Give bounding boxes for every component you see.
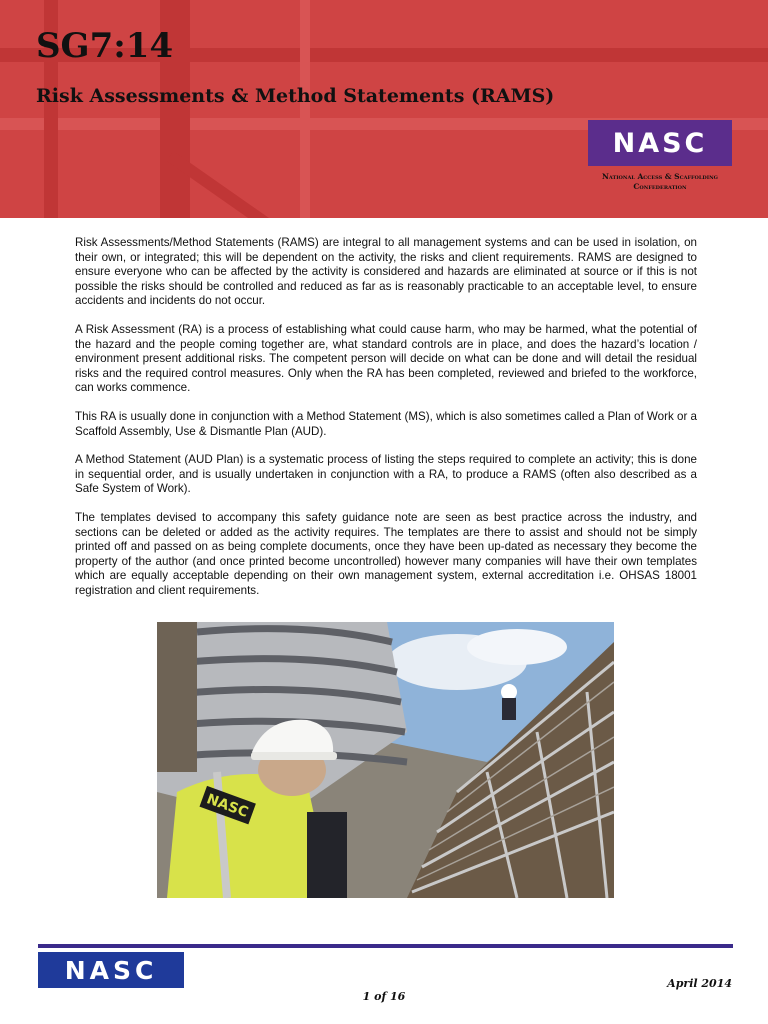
scaffolding-photo <box>157 622 614 898</box>
paragraph: This RA is usually done in conjunction with a Method Statement (MS), which is also sometimes called a Plan of Work or a Scaffold Assembly, Use & Dismantle Plan (AUD). <box>75 409 697 438</box>
footer-date: April 2014 <box>667 977 732 990</box>
paragraph: A Risk Assessment (RA) is a process of establishing what could cause harm, who may be harmed, what the potential of the hazard and the people coming together are, what standard controls are in place, and does the hazard’s location / environment present additional risks. The competent person will decide on what can be done and will detail the residual risks and the required control measures. Only when the RA has been completed, reviewed and briefed to the workforce, can works commence. <box>75 322 697 395</box>
document-title: Risk Assessments & Method Statements (RAMS) <box>36 85 555 107</box>
scaffold-pipe-decor <box>300 0 310 218</box>
nasc-logo-subtitle: National Access & Scaffolding Confederation <box>602 172 718 191</box>
nasc-logo-text: NASC <box>612 127 708 159</box>
footer-rule <box>38 944 733 948</box>
scaffolding-photo-illustration <box>157 622 614 898</box>
page-number: 1 of 16 <box>362 990 406 1003</box>
footer-nasc-logo <box>38 952 184 988</box>
paragraph: The templates devised to accompany this safety guidance note are seen as best practice across the industry, and sections can be deleted or added as the activity requires. The templates are there to assist and should not be simply printed off and passed on as being complete documents, once they have been up-dated as necessary they become the property of the author (and once printed become uncontrolled) however many companies will have their own templates which are equally acceptable depending on their own management system, external accreditation i.e. OHSAS 18001 registration and client requirements. <box>75 510 697 597</box>
body-text <box>75 236 697 612</box>
header-banner <box>0 0 768 218</box>
paragraph: Risk Assessments/Method Statements (RAMS) are integral to all management systems and can be used in isolation, on their own, or integrated; this will be dependent on the activity, the risks and client requirements. RAMS are designed to ensure everyone who can be affected by the activity is considered and hazards are eliminated at source or if this is not possible the risks should be controlled and reduced as far as is reasonably practicable to an acceptable level, to ensure accidents and incidents do not occur. <box>75 236 697 308</box>
nasc-logo <box>588 120 732 166</box>
vest-logo-text: NASC <box>204 791 251 821</box>
footer-logo-text: NASC <box>64 955 158 985</box>
paragraph: A Method Statement (AUD Plan) is a systematic process of listing the steps required to complete an activity; this is done in sequential order, and is usually undertaken in conjunction with a RA, to produce a RAMS (often also described as a Safe System of Work). <box>75 453 697 496</box>
document-code: SG7:14 <box>36 26 174 66</box>
